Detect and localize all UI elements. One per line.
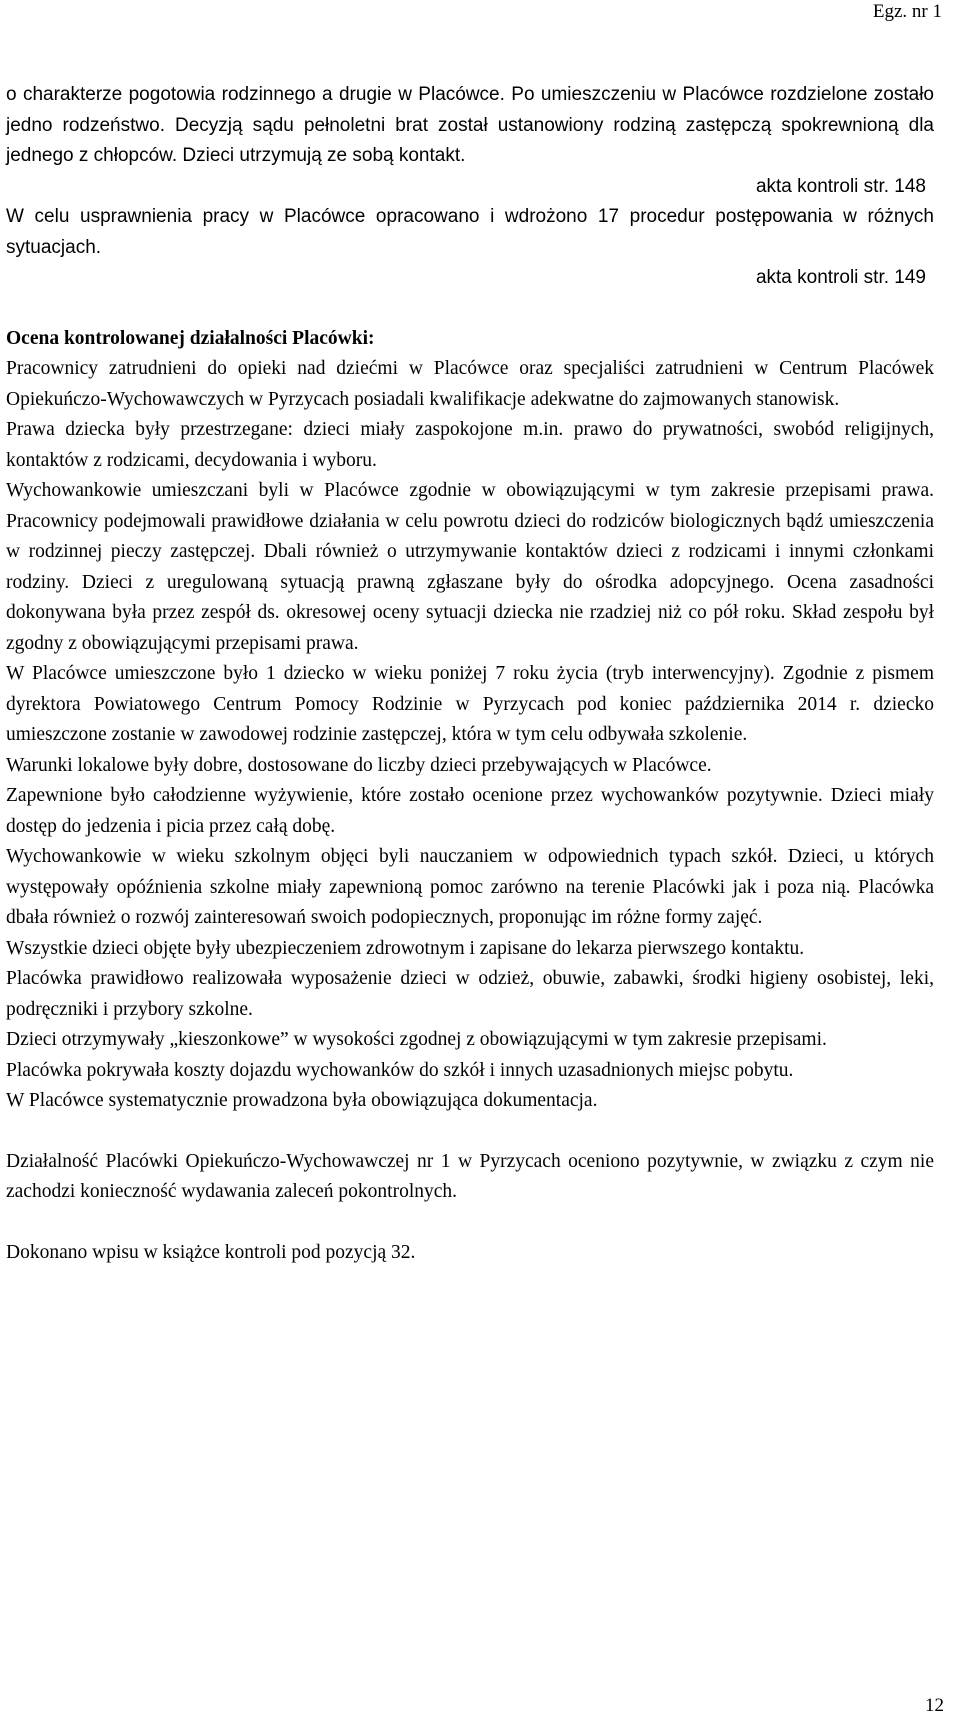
paragraph-documentation: W Placówce systematycznie prowadzona była obowiązująca dokumentacja. [6, 1090, 598, 1111]
page-number: 12 [925, 1695, 944, 1716]
paragraph-staff-qualifications: Pracownicy zatrudnieni do opieki nad dziećmi w Placówce oraz specjaliści zatrudnieni w Centrum Placówek Opiekuńczo-Wychowawczych w Pyrzycach posiadali kwalifikacje adekwatne do zajmowanych stanowisk. [6, 358, 934, 410]
paragraph-young-child: W Placówce umieszczone było 1 dziecko w wieku poniżej 7 roku życia (tryb interwencyjny). Zgodnie z pismem dyrektora Powiatowego Centrum Pomocy Rodzinie w Pyrzycach pod koniec października 2014 r. dziecko umieszczone zostanie w zawodowej rodzinie zastępczej, która w tym celu odbywała szkolenie. [6, 663, 934, 745]
paragraph-nutrition: Zapewnione było całodzienne wyżywienie, które zostało ocenione przez wychowanków pozytywnie. Dzieci miały dostęp do jedzenia i picia przez całą dobę. [6, 785, 934, 837]
file-reference-149: akta kontroli str. 149 [755, 267, 926, 288]
copy-number-label: Egz. nr 1 [872, 1, 942, 22]
paragraph-education: Wychowankowie w wieku szkolnym objęci byli nauczaniem w odpowiednich typach szkół. Dzieci, u których występowały opóźnienia szkolne miały zapewnioną pomoc zarówno na terenie Placówki jak i poza nią. Placówka dbała również o rozwój zainteresowań swoich podopiecznych, proponując im różne formy zajęć. [6, 846, 934, 928]
section-heading-assessment: Ocena kontrolowanej działalności Placówki: [6, 327, 375, 349]
paragraph-housing: Warunki lokalowe były dobre, dostosowane do liczby dzieci przebywających w Placówce. [6, 754, 712, 776]
paragraph-placement-law: Wychowankowie umieszczani byli w Placówce zgodnie w obowiązującymi w tym zakresie przepisami prawa. Pracownicy podejmowali prawidłowe działania w celu powrotu dzieci do rodziców biologicznych bądź umieszczenia w rodzinnej pieczy zastępczej. Dbali również o utrzymywanie kontaktów dzieci z rodzicami i innymi członkami rodziny. Dzieci z uregulowaną sytuacją prawną zgłaszane były do ośrodka adopcyjnego. Ocena zasadności dokonywana była przez zespół ds. okresowej oceny sytuacji dziecka nie rzadziej niż co pół roku. Skład zespołu był zgodny z obowiązującymi przepisami prawa. [6, 480, 934, 654]
paragraph-inspection-book: Dokonano wpisu w książce kontroli pod pozycją 32. [6, 1241, 416, 1263]
paragraph-conclusion: Działalność Placówki Opiekuńczo-Wychowawczej nr 1 w Pyrzycach oceniono pozytywnie, w związku z czym nie zachodzi konieczność wydawania zaleceń pokontrolnych. [6, 1150, 934, 1202]
paragraph-child-rights: Prawa dziecka były przestrzegane: dzieci miały zaspokojone m.in. prawo do prywatności, swobód religijnych, kontaktów z rodzicami, decydowania i wyboru. [6, 419, 934, 471]
paragraph-health-insurance: Wszystkie dzieci objęte były ubezpieczeniem zdrowotnym i zapisane do lekarza pierwszego kontaktu. [6, 937, 805, 959]
paragraph-transport: Placówka pokrywała koszty dojazdu wychowanków do szkół i innych uzasadnionych miejsc pobytu. [6, 1059, 794, 1081]
paragraph-siblings-placement: o charakterze pogotowia rodzinnego a drugie w Placówce. Po umieszczeniu w Placówce rozdzielone zostało jedno rodzeństwo. Decyzją sądu pełnoletni brat został ustanowiony rodziną zastępczą spokrewnioną dla jednego z chłopców. Dzieci utrzymują ze sobą kontakt. [6, 84, 934, 166]
paragraph-equipment: Placówka prawidłowo realizowała wyposażenie dzieci w odzież, obuwie, zabawki, środki higieny osobistej, leki, podręczniki i przybory szkolne. [6, 968, 934, 1020]
paragraph-procedures: W celu usprawnienia pracy w Placówce opracowano i wdrożono 17 procedur postępowania w różnych sytuacjach. [6, 206, 934, 258]
paragraph-pocket-money: Dzieci otrzymywały „kieszonkowe” w wysokości zgodnej z obowiązującymi w tym zakresie przepisami. [6, 1029, 827, 1050]
document-body [6, 80, 934, 1268]
file-reference-148: akta kontroli str. 148 [755, 175, 926, 197]
